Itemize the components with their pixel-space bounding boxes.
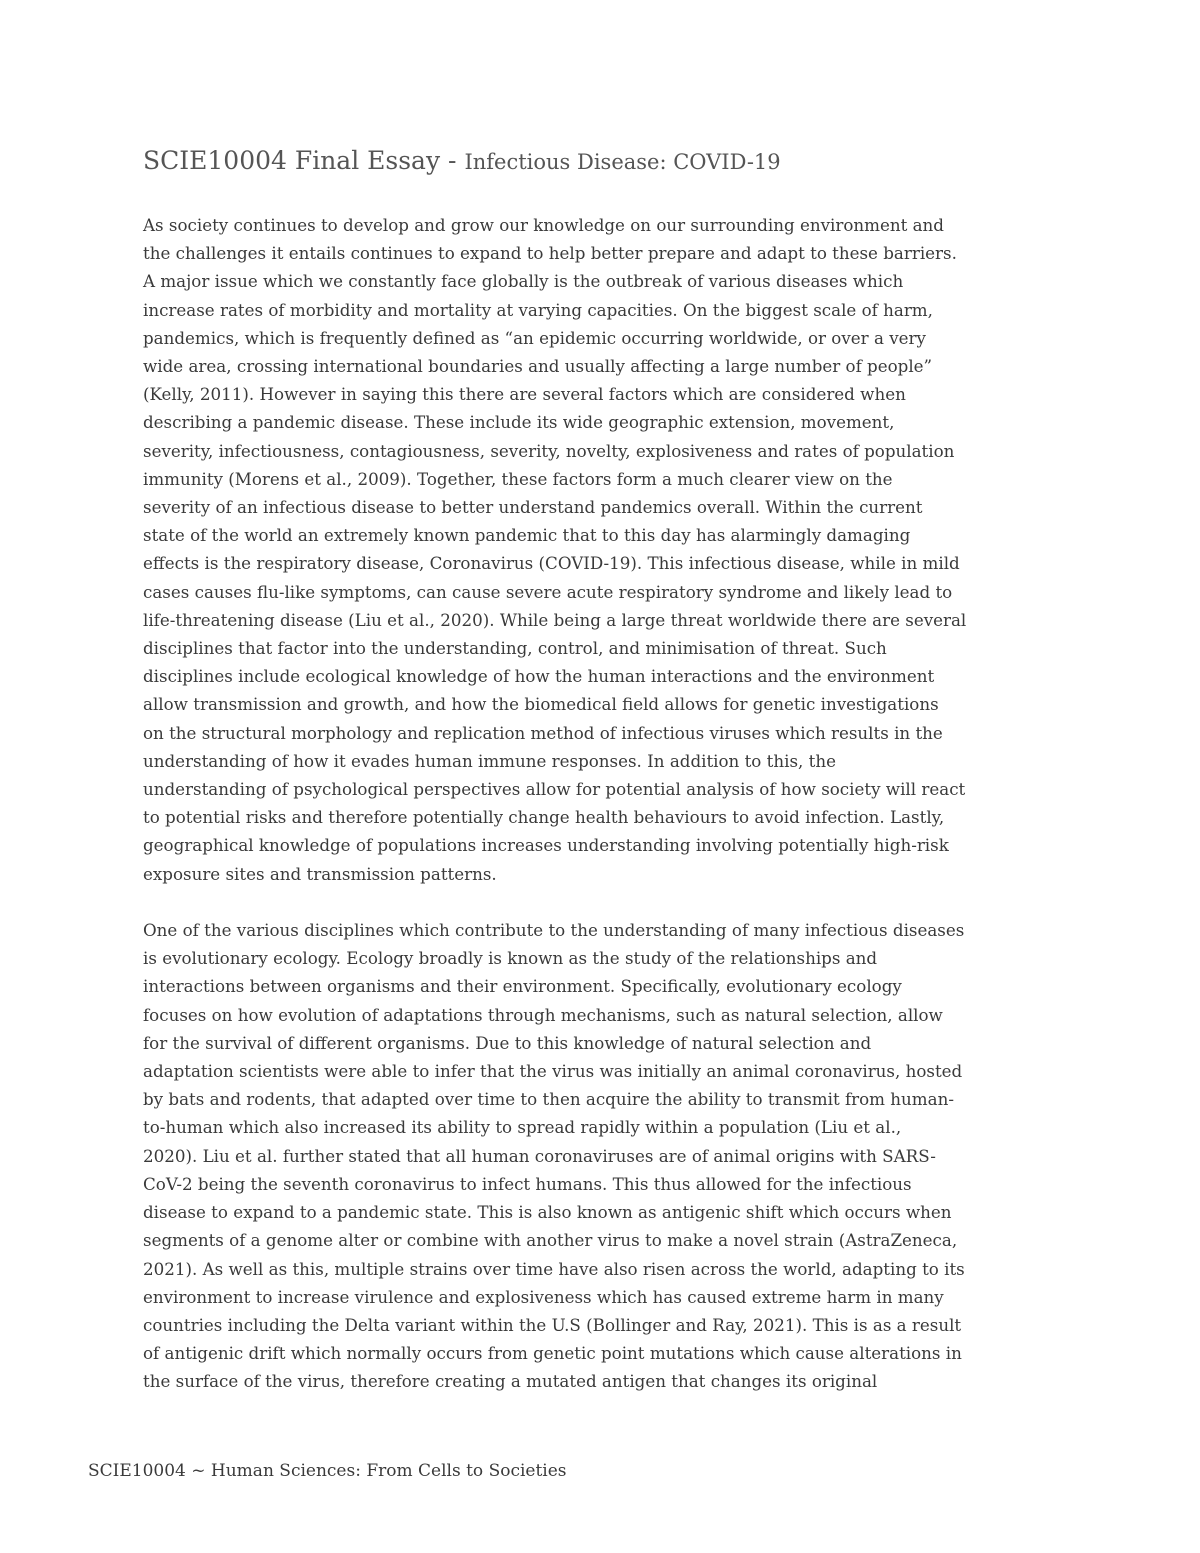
- paragraph-1: [143, 211, 1065, 888]
- text-line: 2021). As well as this, multiple strains over time have also risen across the world, adapting to its: [143, 1258, 965, 1279]
- text-line: wide area, crossing international boundaries and usually affecting a large number of people”: [143, 356, 933, 377]
- text-line: adaptation scientists were able to infer that the virus was initially an animal coronavirus, hosted: [143, 1061, 963, 1082]
- text-line: disciplines that factor into the understanding, control, and minimisation of threat. Such: [143, 638, 887, 659]
- text-line: disciplines include ecological knowledge of how the human interactions and the environment: [143, 666, 935, 687]
- text-line: on the structural morphology and replication method of infectious viruses which results in the: [143, 722, 943, 743]
- text-line: immunity (Morens et al., 2009). Together, these factors form a much clearer view on the: [143, 468, 893, 489]
- text-line: severity, infectiousness, contagiousness, severity, novelty, explosiveness and rates of population: [143, 440, 955, 461]
- text-line: severity of an infectious disease to better understand pandemics overall. Within the current: [143, 497, 923, 518]
- text-line: A major issue which we constantly face globally is the outbreak of various diseases which: [143, 271, 904, 292]
- text-line: One of the various disciplines which contribute to the understanding of many infectious diseases: [143, 920, 965, 941]
- text-line: the challenges it entails continues to expand to help better prepare and adapt to these barriers.: [143, 243, 957, 264]
- text-line: focuses on how evolution of adaptations through mechanisms, such as natural selection, allow: [143, 1004, 943, 1025]
- text-line: is evolutionary ecology. Ecology broadly is known as the study of the relationships and: [143, 948, 878, 969]
- text-line: exposure sites and transmission patterns.: [143, 863, 497, 884]
- text-line: effects is the respiratory disease, Coronavirus (COVID-19). This infectious disease, while in mild: [143, 553, 960, 574]
- text-line: pandemics, which is frequently defined as “an epidemic occurring worldwide, or over a very: [143, 327, 926, 348]
- paragraph-2: [143, 916, 1065, 1395]
- text-line: describing a pandemic disease. These include its wide geographic extension, movement,: [143, 412, 895, 433]
- text-line: by bats and rodents, that adapted over time to then acquire the ability to transmit from human-: [143, 1089, 954, 1110]
- text-line: understanding of how it evades human immune responses. In addition to this, the: [143, 750, 836, 771]
- text-line: disease to expand to a pandemic state. This is also known as antigenic shift which occurs when: [143, 1202, 952, 1223]
- text-line: the surface of the virus, therefore creating a mutated antigen that changes its original: [143, 1371, 878, 1392]
- text-line: (Kelly, 2011). However in saying this there are several factors which are considered when: [143, 384, 906, 405]
- text-line: increase rates of morbidity and mortality at varying capacities. On the biggest scale of harm,: [143, 299, 933, 320]
- text-line: 2020). Liu et al. further stated that all human coronaviruses are of animal origins with SARS-: [143, 1145, 936, 1166]
- text-line: to potential risks and therefore potentially change health behaviours to avoid infection. Lastly,: [143, 807, 945, 828]
- text-line: to-human which also increased its ability to spread rapidly within a population (Liu et al.,: [143, 1117, 902, 1138]
- text-line: countries including the Delta variant within the U.S (Bollinger and Ray, 2021). This is as a result: [143, 1314, 962, 1335]
- text-line: allow transmission and growth, and how the biomedical field allows for genetic investigations: [143, 694, 939, 715]
- text-line: life-threatening disease (Liu et al., 2020). While being a large threat worldwide there are several: [143, 609, 967, 630]
- essay-body: [143, 211, 1065, 1396]
- text-line: As society continues to develop and grow our knowledge on our surrounding environment and: [143, 215, 944, 235]
- text-line: segments of a genome alter or combine with another virus to make a novel strain (AstraZeneca,: [143, 1230, 958, 1251]
- text-line: CoV-2 being the seventh coronavirus to infect humans. This thus allowed for the infectious: [143, 1173, 912, 1194]
- title-subtitle: Infectious Disease: COVID-19: [464, 150, 781, 174]
- text-line: state of the world an extremely known pandemic that to this day has alarmingly damaging: [143, 525, 911, 546]
- page-footer: SCIE10004 ~ Human Sciences: From Cells to Societies: [88, 1461, 567, 1481]
- text-line: geographical knowledge of populations increases understanding involving potentially high-risk: [143, 835, 949, 856]
- text-line: understanding of psychological perspectives allow for potential analysis of how society will react: [143, 779, 966, 800]
- title-main: SCIE10004 Final Essay -: [143, 146, 465, 175]
- text-line: of antigenic drift which normally occurs from genetic point mutations which cause alterations in: [143, 1343, 962, 1364]
- text-line: for the survival of different organisms. Due to this knowledge of natural selection and: [143, 1032, 872, 1053]
- text-line: environment to increase virulence and explosiveness which has caused extreme harm in many: [143, 1286, 944, 1307]
- text-line: cases causes flu-like symptoms, can cause severe acute respiratory syndrome and likely lead to: [143, 581, 953, 602]
- page-title: [143, 143, 1063, 180]
- text-line: interactions between organisms and their environment. Specifically, evolutionary ecology: [143, 976, 902, 997]
